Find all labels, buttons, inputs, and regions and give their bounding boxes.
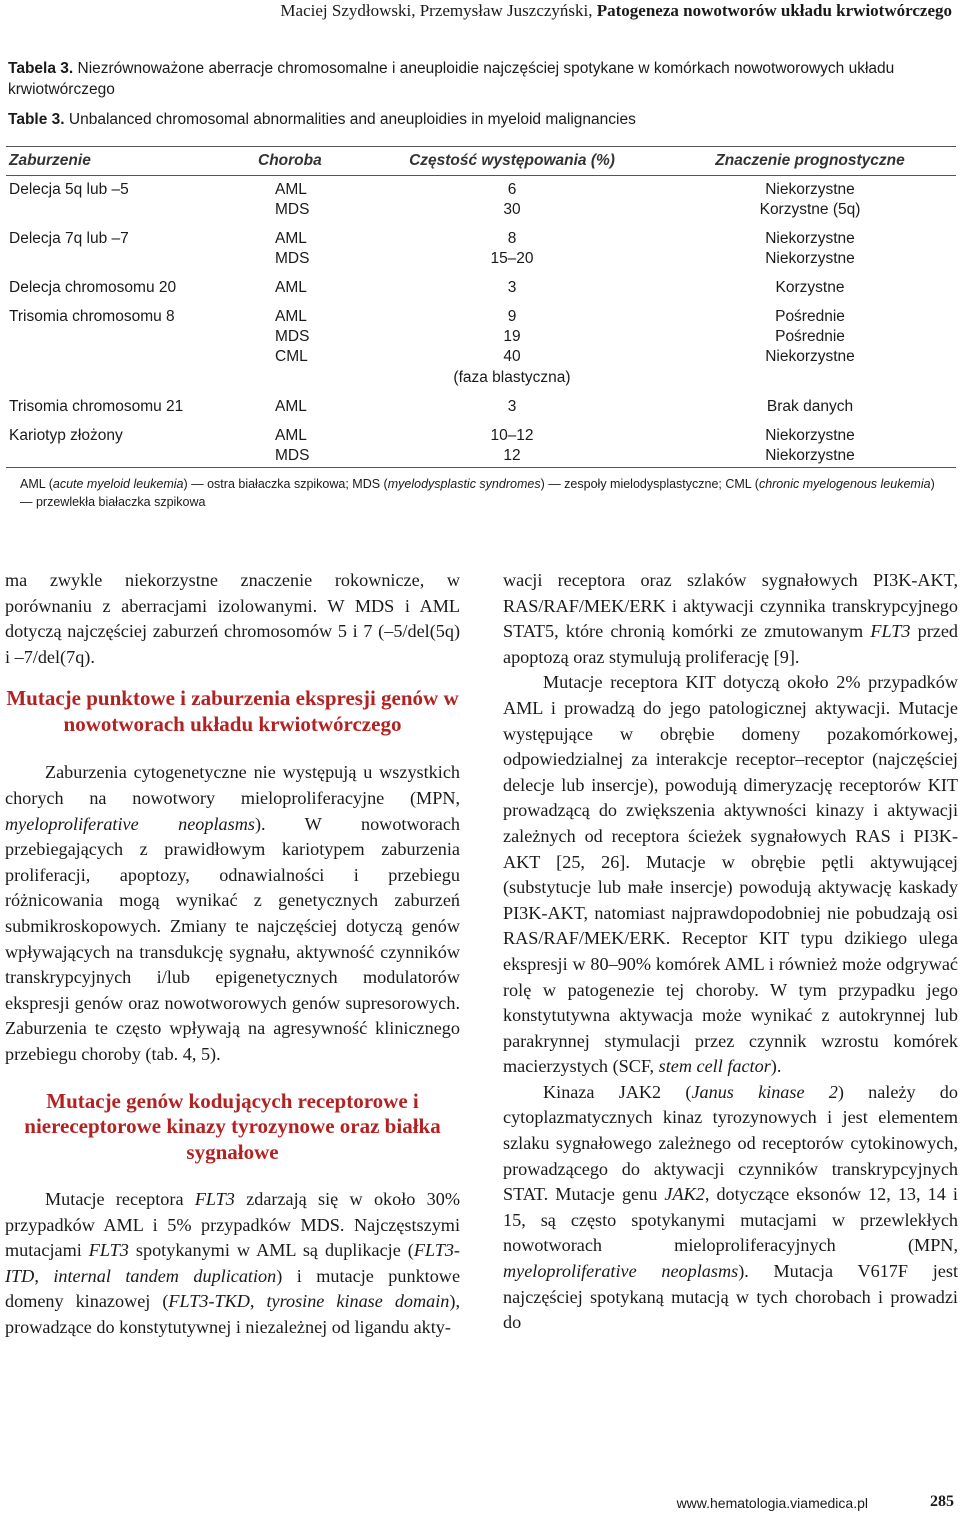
table-cell-znaczenie: Niekorzystne (765, 427, 855, 444)
body-italic: stem cell factor (658, 1056, 771, 1077)
table-cell-choroba: CML (275, 348, 308, 365)
table-footnote (20, 475, 940, 511)
footnote-text: ) — ostra białaczka szpikowa; MDS ( (183, 477, 388, 491)
table-cell-choroba: AML (275, 427, 307, 444)
body-italic: myeloproliferative neoplasms (5, 813, 255, 834)
running-head-title: Patogeneza nowotworów układu krwiotwórczego (596, 1, 952, 20)
table-header-rule (6, 175, 956, 176)
table-cell-czestosc: 6 (507, 181, 517, 198)
table-cell-choroba: MDS (275, 447, 310, 464)
table-cell-zaburzenie: Delecja chromosomu 20 (9, 279, 177, 296)
body-text: zdarzają się w około 30% przypadków AML i 5% przypadków MDS. Najczęstszymi mutacjami (5, 1189, 460, 1261)
running-head-authors: Maciej Szydłowski, Przemysław Juszczyński, (280, 1, 593, 20)
page-number: 285 (930, 1493, 954, 1510)
body-italic: JAK2 (664, 1184, 705, 1205)
body-text: Kinaza JAK2 ( (543, 1081, 692, 1102)
running-head (280, 0, 952, 22)
footnote-italic: acute myeloid leukemia (52, 477, 184, 491)
table-cell-znaczenie: Pośrednie (775, 328, 845, 345)
body-text: , (34, 1265, 54, 1286)
body-italic: FLT3 (194, 1189, 235, 1209)
table-caption-pl-label: Tabela 3. (8, 60, 74, 77)
body-paragraph (5, 760, 460, 1067)
footnote-text: ) — przewlekła białaczka szpikowa (20, 477, 935, 509)
table-header-czestosc: Częstość występowania (%) (409, 152, 615, 169)
table-cell-choroba: AML (275, 398, 307, 415)
table-cell-zaburzenie: Delecja 5q lub –5 (9, 181, 129, 198)
table-cell-czestosc: 3 (507, 398, 517, 415)
table-cell-czestosc: 12 (503, 447, 521, 464)
table-cell-znaczenie: Korzystne (5q) (759, 201, 861, 218)
table-caption-en-text: Unbalanced chromosomal abnormalities and aneuploidies in myeloid malignancies (68, 111, 636, 128)
table-cell-czestosc: 40 (503, 348, 521, 365)
footnote-text: AML ( (20, 477, 53, 491)
left-column (5, 568, 460, 1341)
body-italic: myeloproliferative neoplasms (503, 1261, 739, 1282)
table-cell-zaburzenie: Trisomia chromosomu 8 (9, 308, 175, 325)
table-cell-choroba: AML (275, 279, 307, 296)
table-cell-choroba: AML (275, 230, 307, 247)
table-cell-znaczenie: Niekorzystne (765, 447, 855, 464)
table-cell-zaburzenie: Trisomia chromosomu 21 (9, 398, 184, 415)
footer-url[interactable]: www.hematologia.viamedica.pl (676, 1495, 868, 1511)
body-text: ) i mutacje punktowe domeny kinazowej ( (5, 1265, 461, 1312)
table-cell-czestosc: 19 (503, 328, 521, 345)
footnote-italic: chronic myelogenous leukemia (758, 477, 931, 491)
body-italic: FLT3 (870, 621, 911, 642)
body-italic: tyrosine kinase domain (266, 1291, 450, 1312)
right-column (503, 568, 958, 1336)
body-text: Zaburzenia cytogenetyczne nie występują u wszystkich chorych na nowotwory mieloproliferacyjne (MPN, (5, 762, 460, 808)
table-cell-choroba: MDS (275, 250, 310, 267)
body-text: spotykanymi w AML są duplikacje ( (128, 1240, 414, 1261)
table-header-zaburzenie: Zaburzenie (9, 152, 91, 169)
table-cell-znaczenie: Korzystne (775, 279, 845, 296)
body-text: Mutacje receptora KIT dotyczą około 2% przypadków AML i prowadzą do jego patologicznej aktywacji. Mutacje występujące w obrębie domeny pozakomórkowej, odpowiedzialnej za interakcje receptor–receptor (najczęściej delecje lub insercje), powodują dimeryzację receptorów KIT prowadzącą do zwiększenia aktywności kinazy i aktywacji zależnych od receptora ścieżek sygnałowych RAS i PI3K-AKT [25, 26]. Mutacje w obrębie pętli aktywującej (substytucje lub małe insercje) powodują aktywację kaskady PI3K-AKT, natomiast najprawdopodobniej nie pobudzają osi RAS/RAF/MEK/ERK. Receptor KIT typu dzikiego ulega ekspresji w 80–90% komórek AML i również może odgrywać rolę w patogenezie tej choroby. W tym przypadku jego konstytutywna aktywacja może wynikać z autokrynnej lub parakrynnej stymulacji przez czynnik wzrostu komórek macierzystych (SCF, (503, 672, 958, 1077)
table-cell-czestosc: 15–20 (490, 250, 534, 267)
table-cell-choroba: MDS (275, 328, 310, 345)
table-cell-choroba: AML (275, 181, 307, 198)
table-bottom-rule (6, 467, 956, 468)
table-cell-choroba: AML (275, 308, 307, 325)
body-text: Mutacje receptora (45, 1189, 195, 1209)
body-paragraph (503, 1080, 958, 1336)
body-text: ) należy do cytoplazmatycznych kinaz tyrozynowych i jest elementem szlaku sygnałowego zależnego od receptorów cytokinowych, prowadzącego do aktywacji czynników transkrypcyjnych STAT. Mutacje genu (503, 1081, 958, 1205)
table-cell-znaczenie: Niekorzystne (765, 230, 855, 247)
body-paragraph: ma zwykle niekorzystne znaczenie rokownicze, w porównaniu z aberracjami izolowanymi. W MDS i AML dotyczą najczęściej zaburzeń chromosomów 5 i 7 (–5/del(5q) i –7/del(7q). (5, 570, 460, 667)
table-cell-choroba: MDS (275, 201, 310, 218)
section-heading: Mutacje genów kodujących receptorowe i niereceptorowe kinazy tyrozynowe oraz białka sygnałowe (24, 1088, 441, 1164)
body-text: wacji receptora oraz szlaków sygnałowych PI3K-AKT, RAS/RAF/MEK/ERK i aktywacji czynnika transkrypcyjnego STAT5, które chronią komórki ze zmutowanym (503, 570, 958, 642)
body-text: ). Mutacja V617F jest najczęściej spotykaną mutacją w tych chorobach i prowadzi do (503, 1261, 958, 1333)
table-cell-znaczenie: Niekorzystne (765, 348, 855, 365)
table-header-choroba: Choroba (258, 152, 322, 169)
table-cell-zaburzenie: Delecja 7q lub –7 (9, 230, 129, 247)
footnote-italic: myelodysplastic syndromes (387, 477, 541, 491)
body-paragraph (5, 1187, 460, 1341)
body-text: , (249, 1291, 267, 1312)
table-cell-zaburzenie: Kariotyp złożony (9, 427, 123, 444)
body-text: przed apoptozą oraz stymulują proliferację [9]. (503, 621, 958, 667)
table-cell-znaczenie: Brak danych (766, 398, 854, 415)
body-italic: FLT3 (88, 1240, 129, 1261)
table-cell-czestosc: 10–12 (490, 427, 534, 444)
table-cell-czestosc: 3 (507, 279, 517, 296)
table-caption-en (8, 109, 948, 130)
table-cell-czestosc: 8 (507, 230, 517, 247)
body-text: ). (770, 1056, 782, 1077)
table-cell-znaczenie: Niekorzystne (765, 181, 855, 198)
footnote-text: ) — zespoły mielodysplastyczne; CML ( (540, 477, 759, 491)
section-heading: Mutacje punktowe i zaburzenia ekspresji genów w nowotworach układu krwiotwórczego (6, 686, 459, 736)
body-paragraph (503, 670, 958, 1080)
body-italic: FLT3-TKD (168, 1291, 250, 1312)
table-cell-czestosc: 9 (507, 308, 517, 325)
body-text: ), prowadzące do konstytutywnej i niezależnej od ligandu akty- (5, 1291, 461, 1337)
body-paragraph (503, 568, 958, 670)
table-caption-pl-text: Niezrównoważone aberracje chromosomalne i aneuploidie najczęściej spotykane w komórkach nowotworowych układu krwiotwórczego (8, 60, 895, 98)
table-top-rule (6, 146, 956, 147)
body-italic: FLT3-ITD (5, 1240, 460, 1286)
body-text: , dotyczące eksonów 12, 13, 14 i 15, są często spotykanymi mutacjami w przewlekłych nowotworach mieloproliferacyjnych (MPN, (503, 1184, 958, 1256)
table-cell-znaczenie: Pośrednie (775, 308, 845, 325)
table-caption-pl (8, 58, 948, 100)
table-cell-znaczenie: Niekorzystne (765, 250, 855, 267)
table-cell-czestosc: (faza blastyczna) (453, 369, 571, 386)
body-text: ). W nowotworach przebiegających z prawidłowym kariotypem zaburzenia proliferacji, apoptozy, odnawialności i przebiegu różnicowania mogą wynikać z genetycznych zaburzeń submikroskopowych. Zmiany te najczęściej dotyczą genów wpływających na transdukcję sygnału, aktywność czynników transkrypcyjnych i/lub epigenetycznych modulatorów ekspresji genów oraz nowotworowych genów supresorowych. Zaburzenia te często wpływają na agresywność klinicznego przebiegu choroby (tab. 4, 5). (5, 813, 460, 1064)
table-header-znaczenie: Znaczenie prognostyczne (715, 152, 905, 169)
table-cell-czestosc: 30 (503, 201, 521, 218)
body-italic: Janus kinase 2 (691, 1081, 838, 1102)
body-italic: internal tandem duplication (53, 1265, 277, 1286)
table-caption-en-label: Table 3. (8, 111, 65, 128)
